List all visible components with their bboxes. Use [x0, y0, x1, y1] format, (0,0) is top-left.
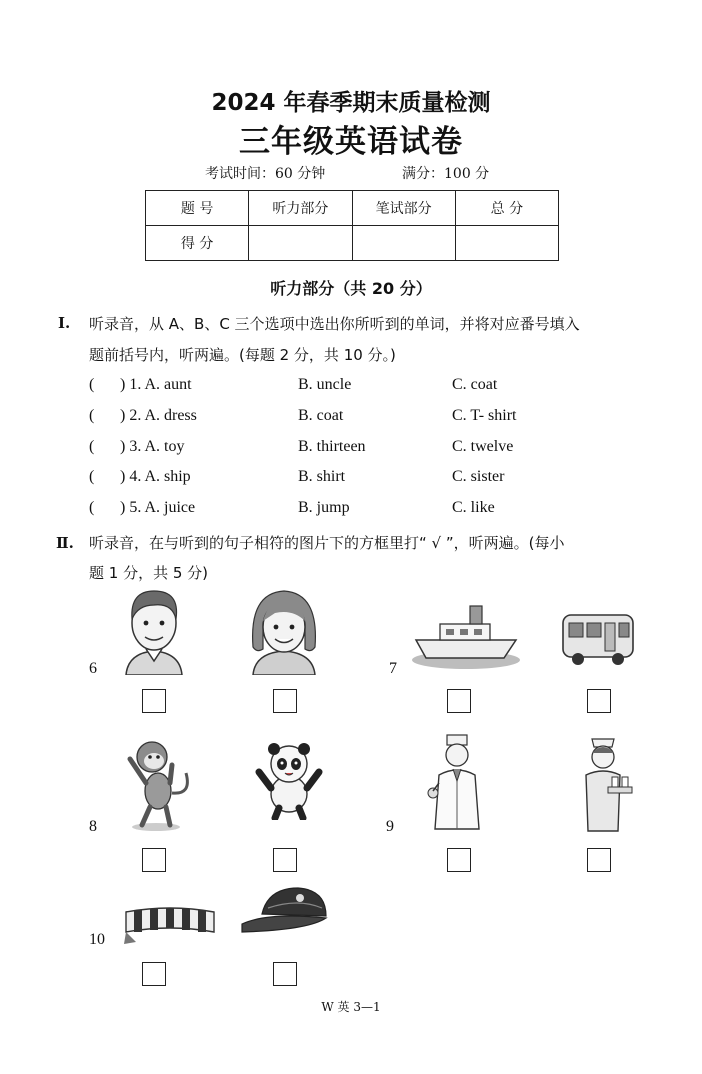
panda-image [255, 738, 323, 820]
score-row-label: 得 分 [146, 226, 249, 261]
question-number: 10 [89, 931, 105, 948]
answer-box[interactable] [587, 689, 611, 713]
answer-paren[interactable]: ( [89, 438, 95, 455]
cap-image [238, 884, 330, 936]
question-row [0, 499, 702, 523]
exam-title: 2024 年春季期末质量检测 [211, 90, 491, 116]
man-face-image [118, 583, 190, 675]
part2-instruction-line2: 题 1 分，共 5 分) [89, 564, 209, 582]
option-c: C. twelve [452, 438, 514, 455]
question-row [0, 438, 702, 462]
score-header-cell: 笔试部分 [352, 191, 455, 226]
answer-box[interactable] [142, 962, 166, 986]
answer-box[interactable] [587, 848, 611, 872]
question-row [0, 407, 702, 431]
option-a: ) 1. A. aunt [120, 376, 192, 393]
option-b: B. jump [298, 499, 350, 516]
answer-box[interactable] [142, 689, 166, 713]
score-header-cell: 听力部分 [249, 191, 352, 226]
answer-paren[interactable]: ( [89, 376, 95, 393]
monkey-image [122, 733, 192, 831]
woman-face-image [245, 583, 323, 675]
part1-instruction-line1: 听录音，从 A、B、C 三个选项中选出你所听到的单词，并将对应番号填入 [89, 315, 580, 333]
option-c: C. coat [452, 376, 498, 393]
question-row [0, 376, 702, 400]
option-a: ) 2. A. dress [120, 407, 197, 424]
option-b: B. coat [298, 407, 344, 424]
part2-number: Ⅱ. [56, 534, 74, 552]
doctor-image [425, 733, 493, 833]
answer-paren[interactable]: ( [89, 407, 95, 424]
scarf-image [122, 902, 218, 946]
part1-instruction-line2: 题前括号内，听两遍。(每题 2 分，共 10 分。) [89, 346, 396, 364]
question-number: 9 [386, 818, 394, 835]
question-row [0, 468, 702, 492]
paper-title: 三年级英语试卷 [239, 124, 463, 160]
answer-box[interactable] [447, 689, 471, 713]
option-c: C. T- shirt [452, 407, 517, 424]
answer-box[interactable] [447, 848, 471, 872]
answer-box[interactable] [273, 689, 297, 713]
section-title: 听力部分（共 20 分） [270, 279, 432, 298]
option-c: C. sister [452, 468, 505, 485]
score-blank-cell[interactable] [455, 226, 558, 261]
option-c: C. like [452, 499, 495, 516]
full-score: 满分：100 分 [402, 166, 490, 182]
answer-box[interactable] [273, 848, 297, 872]
part1-number: Ⅰ. [58, 314, 71, 332]
answer-paren[interactable]: ( [89, 499, 95, 516]
option-b: B. shirt [298, 468, 346, 485]
option-b: B. uncle [298, 376, 352, 393]
score-header-cell: 题 号 [146, 191, 249, 226]
nurse-image [574, 733, 636, 833]
page-footer: W 英 3—1 [321, 1000, 381, 1014]
answer-paren[interactable]: ( [89, 468, 95, 485]
option-a: ) 4. A. ship [120, 468, 191, 485]
part2-instruction-line1: 听录音，在与听到的句子相符的图片下的方框里打“ √ ”，听两遍。(每小 [89, 534, 565, 552]
question-number: 8 [89, 818, 97, 835]
score-table [145, 190, 559, 261]
score-blank-cell[interactable] [249, 226, 352, 261]
option-b: B. thirteen [298, 438, 366, 455]
option-a: ) 3. A. toy [120, 438, 185, 455]
question-number: 6 [89, 660, 97, 677]
bus-image [560, 611, 636, 667]
option-a: ) 5. A. juice [120, 499, 196, 516]
exam-time: 考试时间：60 分钟 [205, 166, 326, 182]
score-header-cell: 总 分 [455, 191, 558, 226]
ship-image [410, 600, 522, 672]
score-blank-cell[interactable] [352, 226, 455, 261]
answer-box[interactable] [273, 962, 297, 986]
question-number: 7 [389, 660, 397, 677]
answer-box[interactable] [142, 848, 166, 872]
